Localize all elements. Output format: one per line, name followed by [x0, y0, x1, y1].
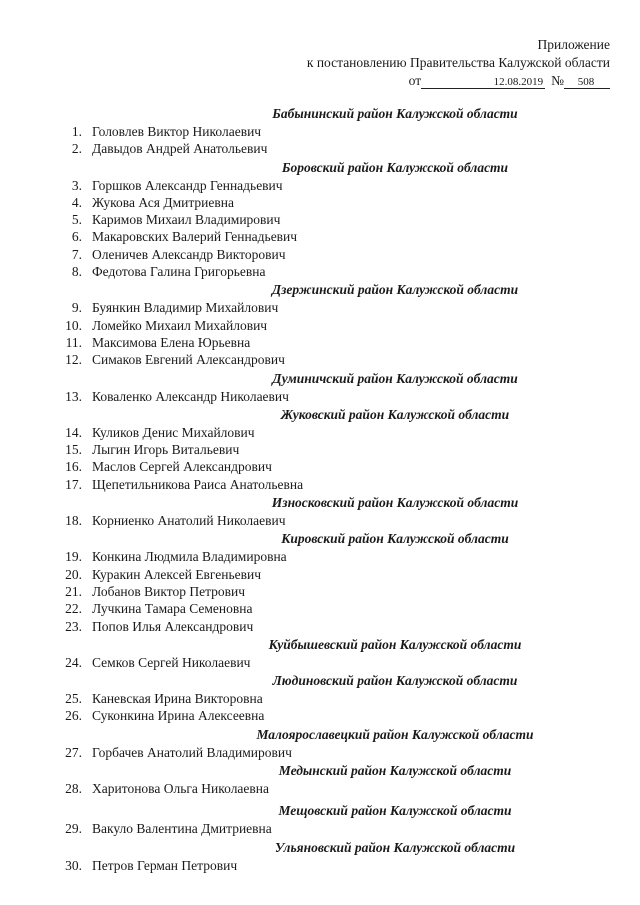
list-item: [0, 583, 640, 600]
district-heading: Людиновский район Калужской области: [272, 673, 518, 689]
district-heading: Медынский район Калужской области: [278, 763, 512, 779]
district-heading: Боровский район Калужской области: [281, 159, 509, 175]
list-item: [0, 476, 640, 493]
item-number: 9.: [71, 300, 82, 316]
person-name: Попов Илья Александрович: [92, 618, 254, 634]
list-item: [0, 228, 640, 245]
district-heading: Мещовский район Калужской области: [278, 803, 512, 819]
item-number: 13.: [65, 388, 82, 404]
person-name: Лыгин Игорь Витальевич: [92, 442, 240, 458]
person-name: Суконкина Ирина Алексеевна: [92, 708, 265, 724]
person-name: Лобанов Виктор Петрович: [92, 583, 246, 599]
item-number: 23.: [65, 618, 82, 634]
district-heading: Износковский район Калужской области: [271, 495, 519, 511]
list-item: [0, 351, 640, 368]
list-item: [0, 334, 640, 351]
district-heading: Бабынинский район Калужской области: [272, 106, 518, 121]
person-name: Ломейко Михаил Михайлович: [92, 317, 268, 333]
list-item: [0, 388, 640, 405]
person-name: Лучкина Тамара Семеновна: [92, 601, 253, 617]
person-name: Головлев Виктор Николаевич: [92, 124, 262, 139]
person-name: Корниенко Анатолий Николаевич: [92, 513, 286, 529]
person-name: Каримов Михаил Владимирович: [92, 212, 281, 228]
person-name: Буянкин Владимир Михайлович: [92, 300, 279, 316]
person-name: Максимова Елена Юрьевна: [92, 334, 251, 350]
item-number: 18.: [65, 513, 82, 529]
person-name: Федотова Галина Григорьевна: [92, 264, 266, 280]
ref-prefix: от: [408, 73, 422, 88]
list-item: [0, 211, 640, 228]
item-number: 30.: [65, 857, 82, 873]
person-name: Жукова Ася Дмитриевна: [92, 194, 234, 210]
person-name: Горбачев Анатолий Владимирович: [92, 744, 292, 760]
person-name: Харитонова Ольга Николаевна: [92, 781, 270, 797]
list-item: [0, 566, 640, 583]
list-item: [0, 177, 640, 194]
list-item: [0, 780, 640, 797]
list-item: [0, 246, 640, 263]
person-name: Семков Сергей Николаевич: [92, 654, 251, 670]
item-number: 24.: [65, 654, 82, 670]
item-number: 7.: [71, 246, 82, 262]
item-number: 19.: [65, 549, 82, 565]
list-item: [0, 317, 640, 334]
ref-number-sign: №: [551, 73, 564, 88]
appendix-header: [307, 36, 610, 90]
appendix-title: Приложение: [537, 37, 610, 52]
item-number: 5.: [71, 212, 82, 228]
person-name: Симаков Евгений Александрович: [92, 352, 285, 368]
list-item: [0, 512, 640, 529]
list-item: [0, 548, 640, 565]
list-item: [0, 441, 640, 458]
person-name: Маслов Сергей Александрович: [92, 459, 272, 475]
item-number: 14.: [65, 424, 82, 440]
list-item: [0, 263, 640, 280]
person-name: Вакуло Валентина Дмитриевна: [92, 821, 272, 837]
item-number: 16.: [65, 459, 82, 475]
item-number: 25.: [65, 691, 82, 707]
ref-date: 12.08.2019: [421, 76, 545, 89]
list-item: [0, 458, 640, 475]
item-number: 17.: [65, 476, 82, 492]
district-heading: Куйбышевский район Калужской области: [268, 636, 522, 652]
item-number: 28.: [65, 781, 82, 797]
item-number: 4.: [71, 194, 82, 210]
item-number: 22.: [65, 601, 82, 617]
district-heading: Дзержинский район Калужской области: [271, 282, 519, 298]
list-item: [0, 123, 640, 140]
person-name: Куракин Алексей Евгеньевич: [92, 566, 262, 582]
list-item: [0, 600, 640, 617]
person-name: Давыдов Андрей Анатольевич: [92, 141, 268, 157]
item-number: 15.: [65, 442, 82, 458]
person-name: Куликов Денис Михайлович: [92, 424, 255, 440]
person-name: Макаровских Валерий Геннадьевич: [92, 229, 298, 245]
list-item: [0, 857, 640, 874]
list-item: [0, 690, 640, 707]
list-item: [0, 194, 640, 211]
person-name: Щепетильникова Раиса Анатольевна: [92, 476, 304, 492]
item-number: 1.: [71, 124, 82, 139]
district-heading: Ульяновский район Калужской области: [274, 839, 516, 855]
item-number: 20.: [65, 566, 82, 582]
item-number: 10.: [65, 317, 82, 333]
item-number: 8.: [71, 264, 82, 280]
district-list: [0, 104, 640, 874]
item-number: 6.: [71, 229, 82, 245]
item-number: 2.: [71, 141, 82, 157]
list-item: [0, 707, 640, 724]
person-name: Коваленко Александр Николаевич: [92, 388, 289, 404]
list-item: [0, 299, 640, 316]
person-name: Каневская Ирина Викторовна: [92, 691, 263, 707]
list-item: [0, 424, 640, 441]
person-name: Петров Герман Петрович: [92, 857, 238, 873]
ref-number: 508: [564, 76, 610, 89]
person-name: Оленичев Александр Викторович: [92, 246, 286, 262]
district-heading: Думиничский район Калужской области: [272, 370, 518, 386]
person-name: Горшков Александр Геннадьевич: [92, 177, 283, 193]
list-item: [0, 618, 640, 635]
item-number: 11.: [65, 334, 82, 350]
item-number: 26.: [65, 708, 82, 724]
district-heading: Жуковский район Калужской области: [280, 406, 510, 422]
item-number: 27.: [65, 744, 82, 760]
item-number: 21.: [65, 583, 82, 599]
item-number: 29.: [65, 821, 82, 837]
resolution-date-number: [307, 72, 610, 90]
item-number: 12.: [65, 352, 82, 368]
list-item: [0, 140, 640, 157]
list-item: [0, 654, 640, 671]
list-item: [0, 820, 640, 837]
district-heading: Малоярославецкий район Калужской области: [256, 726, 534, 742]
list-item: [0, 744, 640, 761]
district-heading: Кировский район Калужской области: [281, 531, 509, 547]
resolution-reference: к постановлению Правительства Калужской области: [306, 55, 610, 70]
person-name: Конкина Людмила Владимировна: [92, 549, 287, 565]
item-number: 3.: [71, 177, 82, 193]
